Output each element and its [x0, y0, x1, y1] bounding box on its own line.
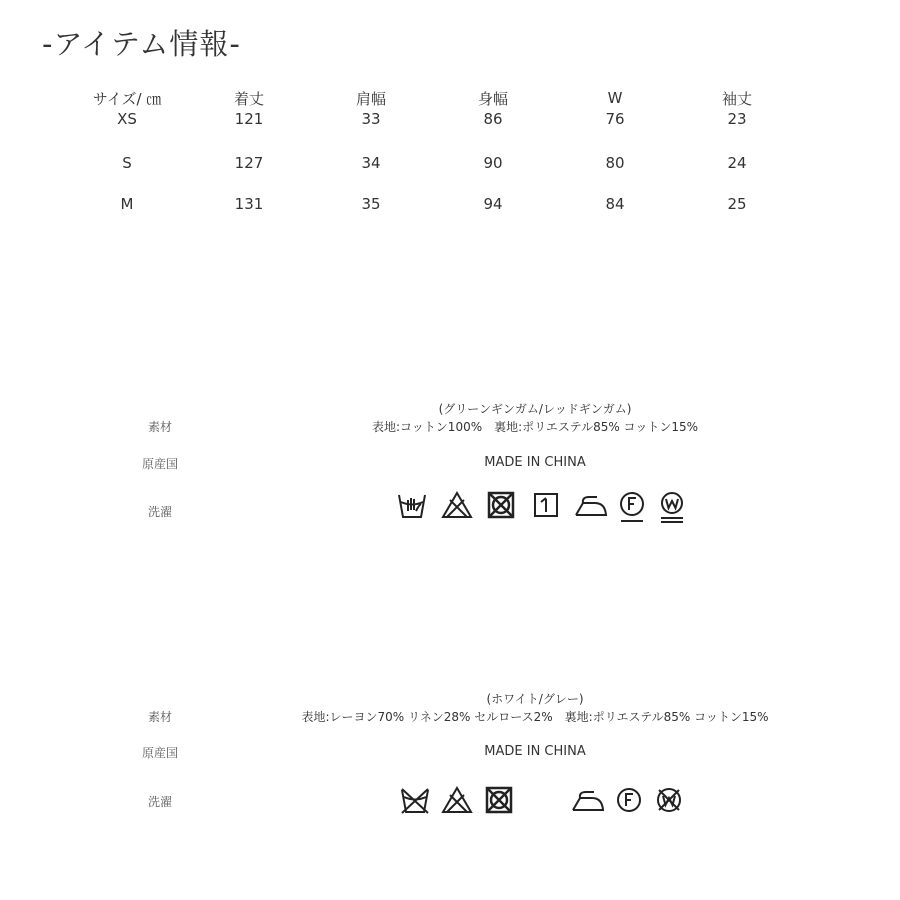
cell-size: S — [122, 153, 132, 172]
cell-sleeve: 24 — [727, 153, 747, 172]
iron-icon — [570, 785, 606, 815]
care-label: 洗濯 — [147, 505, 172, 519]
no-bleach-icon — [441, 490, 473, 520]
cell-length: 127 — [234, 153, 264, 172]
cell-shoulder: 34 — [361, 153, 381, 172]
care-icons — [395, 490, 695, 522]
care-label: 洗濯 — [147, 795, 172, 809]
cell-chest: 86 — [483, 110, 503, 128]
material-block-1 — [0, 398, 900, 528]
cell-chest: 94 — [483, 194, 503, 213]
header-waist: W — [607, 89, 623, 107]
material-label: 素材 — [147, 420, 172, 434]
no-bleach-icon — [441, 785, 473, 815]
cell-chest: 90 — [483, 153, 503, 172]
line-dry-icon — [531, 490, 561, 520]
no-wet-clean-icon — [654, 785, 684, 815]
page-title: -アイテム情報- — [42, 27, 241, 61]
iron-icon — [573, 490, 609, 520]
material-label: 素材 — [147, 710, 172, 724]
wet-clean-w-icon — [657, 490, 687, 524]
variant-label: (ホワイト/グレー) — [486, 692, 584, 706]
cell-size: M — [120, 194, 134, 213]
cell-waist: 80 — [605, 153, 625, 172]
no-tumble-dry-icon — [484, 785, 514, 815]
header-shoulder: 肩幅 — [355, 89, 386, 108]
cell-sleeve: 23 — [727, 110, 747, 128]
dry-clean-f-icon — [614, 785, 644, 815]
material-block-2 — [0, 688, 900, 818]
cell-size: XS — [117, 110, 137, 128]
no-wash-icon — [398, 785, 432, 815]
origin-label: 原産国 — [141, 746, 178, 760]
header-length: 着丈 — [233, 89, 264, 108]
no-tumble-dry-icon — [486, 490, 516, 520]
cell-waist: 76 — [605, 110, 625, 128]
table-row — [66, 142, 798, 183]
cell-sleeve: 25 — [727, 194, 747, 213]
size-table-header — [66, 86, 798, 110]
origin-label: 原産国 — [141, 457, 178, 471]
origin-value: MADE IN CHINA — [484, 455, 586, 470]
care-icons — [395, 785, 695, 817]
header-chest: 身幅 — [477, 89, 508, 108]
size-table — [66, 86, 798, 224]
material-value: 表地:コットン100% 裏地:ポリエステル85% コットン15% — [372, 420, 698, 434]
origin-value: MADE IN CHINA — [484, 744, 586, 759]
header-sleeve: 袖丈 — [721, 89, 752, 108]
header-size-unit: サイズ/ ㎝ — [92, 89, 162, 108]
table-row — [66, 183, 798, 224]
table-row — [66, 110, 798, 142]
material-value: 表地:レーヨン70% リネン28% セルロース2% 裏地:ポリエステル85% コットン15% — [301, 710, 769, 724]
cell-length: 131 — [234, 194, 264, 213]
cell-shoulder: 33 — [361, 110, 381, 128]
cell-shoulder: 35 — [361, 194, 381, 213]
cell-length: 121 — [234, 110, 264, 128]
hand-wash-icon — [395, 490, 429, 520]
dry-clean-f-icon — [617, 490, 647, 524]
cell-waist: 84 — [605, 194, 625, 213]
variant-label: (グリーンギンガム/レッドギンガム) — [438, 402, 632, 416]
